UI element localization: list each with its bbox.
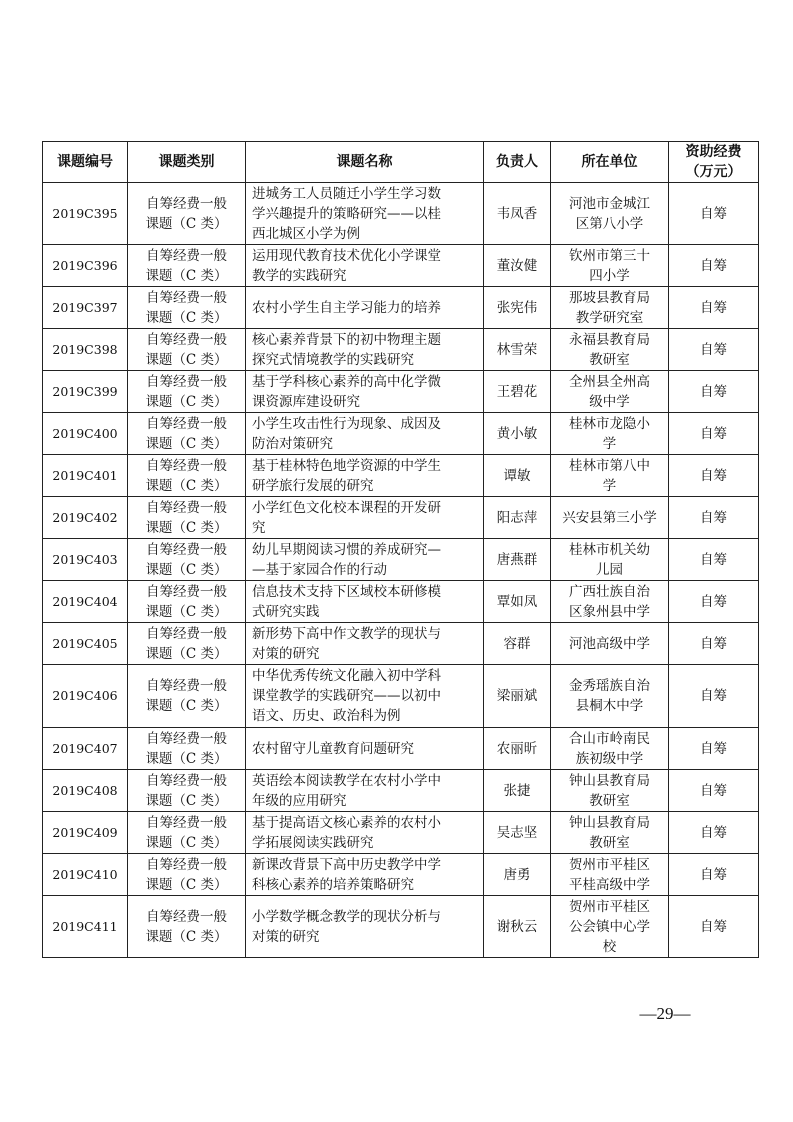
cell-unit-line: 桂林市第八中	[569, 457, 650, 474]
cell-unit-line: 族初级中学	[575, 750, 644, 767]
table-row	[43, 581, 759, 623]
cell-title-line: 式研究实践	[252, 603, 320, 620]
cell-category-line: 课题（C 类）	[145, 603, 228, 620]
cell-category	[128, 896, 246, 958]
cell-category	[128, 413, 246, 455]
cell-title-line: 进城务工人员随迁小学生学习数	[252, 185, 441, 202]
cell-title-line: 新课改背景下高中历史教学中学	[252, 856, 441, 873]
cell-category	[128, 623, 246, 665]
cell-title-line: —基于家园合作的行动	[252, 561, 387, 578]
cell-unit	[551, 413, 669, 455]
cell-title-line: 年级的应用研究	[252, 792, 347, 809]
cell-category-line: 课题（C 类）	[145, 435, 228, 452]
cell-unit-line: 钟山县教育局	[569, 814, 650, 831]
header-funding	[669, 142, 759, 183]
cell-unit	[551, 455, 669, 497]
table-row	[43, 371, 759, 413]
cell-category-line: 自筹经费一般	[146, 678, 227, 694]
table-row	[43, 287, 759, 329]
cell-leader: 阳志萍	[484, 497, 551, 539]
cell-title	[246, 623, 484, 665]
cell-unit-line: 县桐木中学	[575, 698, 644, 714]
cell-code: 2019C410	[43, 854, 128, 896]
cell-unit	[551, 497, 669, 539]
cell-unit-line: 金秀瑶族自治	[569, 678, 650, 694]
cell-category-line: 自筹经费一般	[146, 499, 227, 516]
cell-category	[128, 245, 246, 287]
cell-unit-line: 河池高级中学	[569, 635, 650, 652]
cell-category-line: 课题（C 类）	[145, 351, 228, 368]
cell-title	[246, 183, 484, 245]
cell-category-line: 课题（C 类）	[145, 215, 228, 232]
cell-title-line: 科核心素养的培养策略研究	[252, 876, 414, 893]
cell-unit-line: 贺州市平桂区	[569, 898, 650, 915]
cell-category	[128, 728, 246, 770]
table-row	[43, 854, 759, 896]
cell-unit-line: 广西壮族自治	[569, 583, 650, 600]
table-row	[43, 245, 759, 287]
cell-funding: 自筹	[669, 854, 759, 896]
cell-funding: 自筹	[669, 728, 759, 770]
cell-code: 2019C396	[43, 245, 128, 287]
cell-code: 2019C400	[43, 413, 128, 455]
project-table	[42, 141, 759, 958]
cell-category-line: 自筹经费一般	[146, 457, 227, 474]
cell-code: 2019C399	[43, 371, 128, 413]
cell-unit-line: 钟山县教育局	[569, 772, 650, 789]
cell-category-line: 课题（C 类）	[145, 834, 228, 851]
cell-unit	[551, 623, 669, 665]
cell-unit-line: 那坡县教育局	[569, 289, 650, 306]
cell-code: 2019C401	[43, 455, 128, 497]
cell-title-line: 对策的研究	[252, 645, 320, 662]
table-row	[43, 623, 759, 665]
cell-unit	[551, 581, 669, 623]
header-funding-line1: 资助经费	[685, 144, 742, 160]
cell-category-line: 自筹经费一般	[146, 625, 227, 642]
cell-category-line: 自筹经费一般	[146, 331, 227, 348]
cell-category	[128, 455, 246, 497]
cell-category-line: 课题（C 类）	[145, 698, 228, 714]
cell-category-line: 自筹经费一般	[146, 814, 227, 831]
cell-code: 2019C397	[43, 287, 128, 329]
cell-funding: 自筹	[669, 413, 759, 455]
table-row	[43, 728, 759, 770]
cell-unit-line: 桂林市机关幼	[569, 541, 650, 558]
cell-title-line: 学兴趣提升的策略研究——以桂	[252, 205, 441, 222]
cell-title-line: 究	[252, 519, 266, 536]
cell-category	[128, 329, 246, 371]
cell-funding: 自筹	[669, 497, 759, 539]
cell-code: 2019C406	[43, 665, 128, 728]
cell-category-line: 自筹经费一般	[146, 541, 227, 558]
cell-title	[246, 770, 484, 812]
cell-category-line: 自筹经费一般	[146, 908, 227, 925]
cell-unit	[551, 854, 669, 896]
cell-funding: 自筹	[669, 896, 759, 958]
cell-unit-line: 贺州市平桂区	[569, 856, 650, 873]
cell-title-line: 探究式情境教学的实践研究	[252, 351, 414, 368]
cell-leader: 董汝健	[484, 245, 551, 287]
cell-leader: 谢秋云	[484, 896, 551, 958]
cell-title-line: 语文、历史、政治科为例	[252, 708, 401, 724]
cell-title	[246, 413, 484, 455]
cell-leader: 梁丽斌	[484, 665, 551, 728]
cell-title-line: 基于桂林特色地学资源的中学生	[252, 457, 441, 474]
cell-title-line: 防治对策研究	[252, 435, 333, 452]
cell-title-line: 幼儿早期阅读习惯的养成研究—	[252, 541, 441, 558]
cell-funding: 自筹	[669, 770, 759, 812]
cell-title	[246, 728, 484, 770]
cell-title-line: 信息技术支持下区域校本研修模	[252, 583, 441, 600]
cell-funding: 自筹	[669, 245, 759, 287]
cell-unit	[551, 287, 669, 329]
cell-unit	[551, 371, 669, 413]
cell-title-line: 研学旅行发展的研究	[252, 477, 374, 494]
cell-title-line: 核心素养背景下的初中物理主题	[252, 331, 441, 348]
cell-code: 2019C407	[43, 728, 128, 770]
cell-title-line: 对策的研究	[252, 928, 320, 945]
cell-category-line: 课题（C 类）	[145, 645, 228, 662]
cell-category	[128, 665, 246, 728]
cell-unit-line: 教研室	[589, 792, 630, 809]
cell-title-line: 农村留守儿童教育问题研究	[252, 740, 414, 757]
cell-title-line: 小学数学概念教学的现状分析与	[252, 908, 441, 925]
cell-category-line: 自筹经费一般	[146, 730, 227, 747]
cell-title-line: 课资源库建设研究	[252, 393, 360, 410]
cell-category	[128, 581, 246, 623]
cell-title-line: 基于学科核心素养的高中化学微	[252, 373, 441, 390]
cell-category-line: 课题（C 类）	[145, 393, 228, 410]
cell-funding: 自筹	[669, 183, 759, 245]
cell-title	[246, 896, 484, 958]
cell-unit-line: 永福县教育局	[569, 331, 650, 348]
cell-title-line: 小学红色文化校本课程的开发研	[252, 499, 441, 516]
cell-funding: 自筹	[669, 329, 759, 371]
cell-unit-line: 教研室	[589, 834, 630, 851]
cell-title	[246, 665, 484, 728]
cell-category-line: 课题（C 类）	[145, 267, 228, 284]
cell-funding: 自筹	[669, 287, 759, 329]
cell-title	[246, 287, 484, 329]
cell-leader: 张宪伟	[484, 287, 551, 329]
cell-category-line: 课题（C 类）	[145, 309, 228, 326]
page-number: —29—	[639, 1004, 691, 1023]
cell-category	[128, 371, 246, 413]
cell-category-line: 课题（C 类）	[145, 519, 228, 536]
cell-title	[246, 854, 484, 896]
cell-unit-line: 儿园	[596, 561, 623, 578]
cell-funding: 自筹	[669, 539, 759, 581]
cell-code: 2019C405	[43, 623, 128, 665]
table-row	[43, 329, 759, 371]
cell-unit-line: 区第八小学	[575, 215, 644, 232]
cell-category-line: 自筹经费一般	[146, 289, 227, 306]
cell-unit	[551, 183, 669, 245]
cell-category	[128, 812, 246, 854]
cell-title	[246, 455, 484, 497]
cell-title-line: 课堂教学的实践研究——以初中	[252, 688, 441, 704]
cell-funding: 自筹	[669, 812, 759, 854]
cell-category	[128, 770, 246, 812]
cell-funding: 自筹	[669, 455, 759, 497]
header-leader: 负责人	[484, 142, 551, 183]
cell-unit-line: 校	[602, 938, 617, 955]
table-row	[43, 497, 759, 539]
header-category: 课题类别	[128, 142, 246, 183]
cell-unit-line: 级中学	[589, 393, 630, 410]
cell-unit	[551, 770, 669, 812]
cell-leader: 林雪荣	[484, 329, 551, 371]
cell-title	[246, 812, 484, 854]
cell-title	[246, 245, 484, 287]
cell-category	[128, 854, 246, 896]
cell-unit-line: 合山市岭南民	[569, 730, 650, 747]
table-row	[43, 183, 759, 245]
cell-unit-line: 学	[602, 435, 617, 452]
cell-unit	[551, 665, 669, 728]
cell-leader: 张捷	[484, 770, 551, 812]
cell-title-line: 运用现代教育技术优化小学课堂	[252, 247, 441, 264]
cell-category-line: 自筹经费一般	[146, 247, 227, 264]
cell-unit	[551, 245, 669, 287]
cell-title-line: 中华优秀传统文化融入初中学科	[252, 668, 441, 684]
cell-category	[128, 183, 246, 245]
header-code: 课题编号	[43, 142, 128, 183]
cell-title-line: 教学的实践研究	[252, 267, 347, 284]
cell-leader: 韦凤香	[484, 183, 551, 245]
cell-leader: 黄小敏	[484, 413, 551, 455]
table-row	[43, 455, 759, 497]
cell-funding: 自筹	[669, 371, 759, 413]
cell-code: 2019C398	[43, 329, 128, 371]
cell-category	[128, 497, 246, 539]
cell-category-line: 自筹经费一般	[146, 415, 227, 432]
table-row	[43, 812, 759, 854]
cell-code: 2019C411	[43, 896, 128, 958]
cell-leader: 唐勇	[484, 854, 551, 896]
cell-code: 2019C408	[43, 770, 128, 812]
cell-title	[246, 581, 484, 623]
cell-unit-line: 教研室	[589, 351, 630, 368]
cell-unit-line: 学	[602, 477, 617, 494]
header-funding-line2: （万元）	[685, 164, 742, 180]
cell-category-line: 自筹经费一般	[146, 772, 227, 789]
cell-code: 2019C395	[43, 183, 128, 245]
cell-leader: 覃如凤	[484, 581, 551, 623]
cell-unit	[551, 896, 669, 958]
cell-funding: 自筹	[669, 623, 759, 665]
cell-leader: 容群	[484, 623, 551, 665]
cell-title-line: 基于提高语文核心素养的农村小	[252, 814, 441, 831]
cell-title-line: 学拓展阅读实践研究	[252, 834, 374, 851]
table-row	[43, 665, 759, 728]
cell-unit	[551, 812, 669, 854]
cell-title-line: 新形势下高中作文教学的现状与	[252, 625, 441, 642]
cell-title	[246, 497, 484, 539]
cell-code: 2019C403	[43, 539, 128, 581]
cell-category-line: 课题（C 类）	[145, 928, 228, 945]
table-row	[43, 539, 759, 581]
cell-category	[128, 539, 246, 581]
table-header-row	[43, 142, 759, 183]
cell-category-line: 自筹经费一般	[146, 373, 227, 390]
cell-leader: 王碧花	[484, 371, 551, 413]
table-row	[43, 413, 759, 455]
cell-title	[246, 539, 484, 581]
cell-leader: 吴志坚	[484, 812, 551, 854]
table-body	[43, 183, 759, 958]
cell-leader: 谭敏	[484, 455, 551, 497]
cell-unit-line: 河池市金城江	[569, 195, 650, 212]
cell-unit-line: 四小学	[589, 267, 630, 284]
cell-leader: 唐燕群	[484, 539, 551, 581]
cell-category-line: 课题（C 类）	[145, 876, 228, 893]
cell-title-line: 小学生攻击性行为现象、成因及	[252, 415, 441, 432]
cell-title-line: 农村小学生自主学习能力的培养	[252, 299, 441, 316]
cell-unit-line: 公会镇中心学	[569, 918, 650, 935]
cell-category-line: 课题（C 类）	[145, 750, 228, 767]
cell-title	[246, 329, 484, 371]
cell-unit-line: 教学研究室	[575, 309, 644, 326]
cell-title-line: 西北城区小学为例	[252, 225, 360, 242]
cell-title	[246, 371, 484, 413]
cell-category-line: 自筹经费一般	[146, 583, 227, 600]
cell-unit-line: 全州县全州高	[569, 373, 650, 390]
table-row	[43, 896, 759, 958]
table-row	[43, 770, 759, 812]
cell-unit	[551, 539, 669, 581]
cell-code: 2019C402	[43, 497, 128, 539]
header-unit: 所在单位	[551, 142, 669, 183]
cell-unit-line: 钦州市第三十	[569, 247, 650, 264]
cell-category-line: 自筹经费一般	[146, 195, 227, 212]
cell-unit-line: 平桂高级中学	[569, 876, 650, 893]
cell-code: 2019C404	[43, 581, 128, 623]
cell-unit-line: 桂林市龙隐小	[569, 415, 650, 432]
cell-funding: 自筹	[669, 581, 759, 623]
cell-unit	[551, 728, 669, 770]
cell-code: 2019C409	[43, 812, 128, 854]
cell-unit-line: 兴安县第三小学	[562, 509, 657, 526]
cell-unit-line: 区象州县中学	[569, 603, 650, 620]
cell-category-line: 自筹经费一般	[146, 856, 227, 873]
header-title: 课题名称	[246, 142, 484, 183]
cell-leader: 农丽昕	[484, 728, 551, 770]
cell-unit	[551, 329, 669, 371]
cell-category-line: 课题（C 类）	[145, 561, 228, 578]
cell-category	[128, 287, 246, 329]
cell-funding: 自筹	[669, 665, 759, 728]
cell-category-line: 课题（C 类）	[145, 792, 228, 809]
cell-category-line: 课题（C 类）	[145, 477, 228, 494]
cell-title-line: 英语绘本阅读教学在农村小学中	[252, 772, 441, 789]
